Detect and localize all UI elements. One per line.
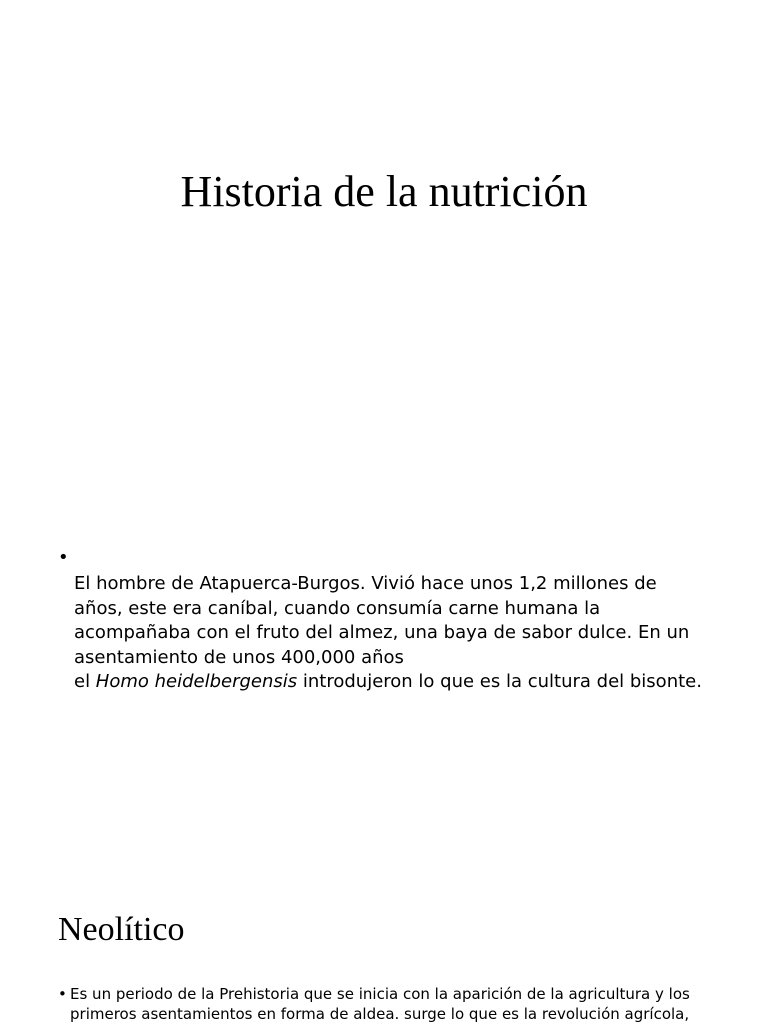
bullet-neolitico	[58, 984, 748, 1024]
bullet-marker: •	[58, 547, 69, 568]
bullet-line-1: El hombre de Atapuerca-Burgos. Vivió hace unos 1,2 millones de	[74, 573, 657, 594]
bullet-line-2: años, este era caníbal, cuando consumía carne humana la	[74, 597, 601, 619]
bullet-line-4: asentamiento de unos 400,000 años	[74, 646, 404, 668]
section-heading-neolitico: Neolítico	[58, 911, 185, 948]
neolitico-line-1: Es un periodo de la Prehistoria que se inicia con la aparición de la agricultura y los	[70, 985, 690, 1003]
bullet-line-5-suffix: introdujeron lo que es la cultura del bisonte.	[297, 671, 702, 692]
bullet-line-5-prefix: el	[74, 671, 96, 692]
species-name: Homo heidelbergensis	[95, 671, 298, 692]
bullet-atapuerca	[58, 546, 738, 695]
bullet-line-3: acompañaba con el fruto del almez, una baya de sabor dulce. En un	[74, 622, 690, 643]
bullet-text	[58, 984, 748, 1024]
bullet-text	[58, 572, 738, 695]
neolitico-line-2: primeros asentamientos en forma de aldea. surge lo que es la revolución agrícola,	[70, 1005, 690, 1023]
page-title: Historia de la nutrición	[180, 167, 588, 216]
bullet-marker: •	[58, 985, 67, 1003]
